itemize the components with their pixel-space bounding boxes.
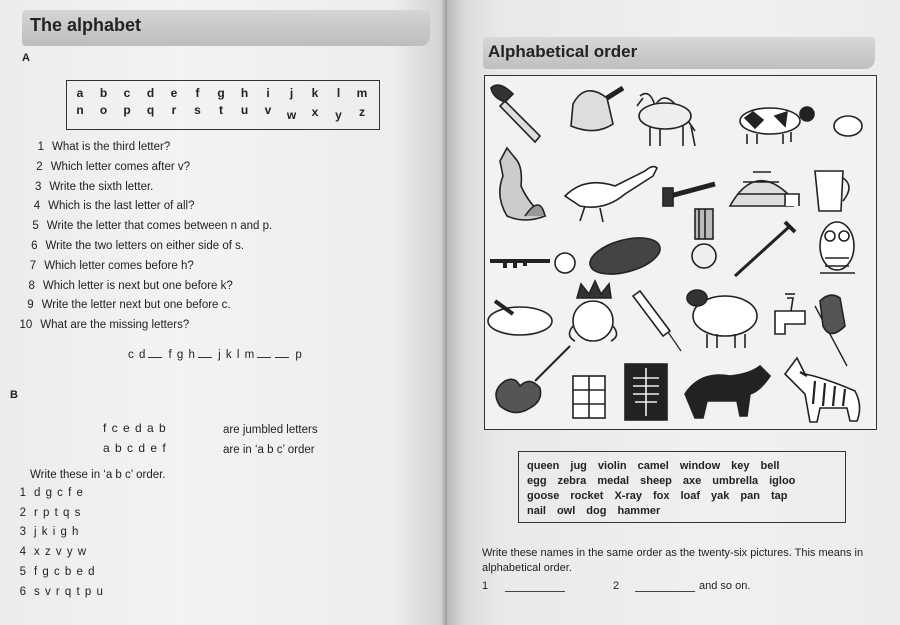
question-item [13,280,233,292]
alphabet-letter: i [266,86,270,100]
alphabet-letter: a [76,86,84,100]
pictures-illustration [485,76,878,431]
word-item: camel [637,460,669,472]
jug-icon [815,171,849,211]
word-item: yak [711,490,730,502]
word-item: rocket [570,490,604,502]
ordered-example: a b c d e f [103,441,167,455]
question-number: 2 [36,160,43,173]
question-item [17,220,272,232]
alphabet-letter: v [264,103,272,117]
jumbled-caption: are jumbled letters [223,424,318,436]
alphabet-letter: n [76,103,84,117]
hammer-icon [663,184,715,206]
alphabet-letter: f [195,86,200,100]
question-text: Write the letter next but one before c. [41,299,231,312]
alphabet-letter: d [146,86,155,100]
word-item: window [679,460,721,472]
loaf-icon [586,231,664,281]
question-item [12,299,231,311]
answer-blank[interactable] [198,347,212,358]
tap-icon [775,294,805,334]
word-row [527,460,790,472]
alphabet-row-1 [67,86,379,104]
violin-icon [496,346,570,413]
section-a-label: A [22,52,30,64]
picture-grid [484,75,877,430]
exercise-letters: j k i g h [34,526,80,539]
exercise-letters: d g c f e [34,487,84,499]
question-number: 1 [37,141,44,153]
exercise-item [4,526,79,538]
word-item: sheep [640,475,672,487]
word-item: jug [570,460,587,472]
question-number: 10 [19,319,33,332]
exercise-number: 2 [19,506,26,519]
exercise-item [4,507,81,519]
question-text: Write the sixth letter. [49,180,154,193]
word-item: umbrella [712,475,759,487]
window-icon [573,376,605,418]
medal-icon [692,209,716,268]
alphabet-letter: l [336,86,341,100]
word-item: tap [770,490,788,502]
exercise-item [4,487,84,499]
alphabet-letter: x [311,105,319,119]
question-number: 8 [28,279,35,292]
alphabet-letter: k [311,86,319,100]
alphabet-letter: c [123,86,131,100]
alphabet-letter: o [99,103,108,117]
answer-blank[interactable] [148,347,162,358]
alphabet-letter: g [217,86,225,100]
question-item [10,319,189,331]
exercise-number: 4 [19,546,26,559]
exercise-letters: f g c b e d [34,565,96,578]
word-item: dog [586,505,607,517]
question-text: Write the two letters on either side of s. [45,240,245,252]
word-item: axe [682,475,702,487]
x-ray-icon [625,364,667,420]
question-text: What is the third letter? [52,141,171,153]
nail-icon [735,222,795,276]
missing-part: c d [128,349,147,361]
alphabet-letter: e [170,86,178,100]
sheep-icon [687,290,757,348]
yak-icon [685,366,770,418]
alphabet-letter: h [240,86,249,100]
question-item [22,141,170,153]
question-item [18,200,194,212]
question-number: 7 [29,259,37,272]
question-item [19,181,153,193]
page-title-alphabetical-order: Alphabetical order [483,37,875,69]
question-text: Which is the last letter of all? [48,200,195,213]
exercise-item [4,566,96,578]
left-page [0,0,447,625]
answer-blank[interactable] [257,347,271,358]
rocket-icon [633,291,681,351]
missing-part: f g h [168,349,196,361]
jumbled-example: f c e d a b [103,421,167,435]
and-so-on-text: and so on. [699,580,751,592]
section-b-label: B [10,389,18,401]
word-item: pan [740,490,760,502]
write-instruction: Write these in ‘a b c’ order. [30,469,166,481]
word-item: igloo [769,475,796,487]
word-item: medal [597,475,630,487]
queen-icon [569,281,616,341]
word-item: owl [556,505,576,517]
word-item: queen [527,460,560,472]
fox-icon [500,148,545,220]
alphabet-letter: q [146,103,155,117]
answer-number-1: 1 [482,580,489,592]
egg-icon [834,116,862,136]
zebra-icon [785,358,860,422]
exercise-letters: r p t q s [34,506,82,519]
question-item [21,161,190,173]
exercise-letters: s v r q t p u [34,585,104,598]
word-item: hammer [617,505,661,517]
question-text: Which letter is next but one before k? [42,279,233,292]
alphabet-row-2 [67,103,379,121]
question-number: 9 [27,299,34,312]
word-row [527,505,671,517]
answer-number-2: 2 [613,580,620,592]
word-item: fox [652,490,670,502]
alphabet-letter: y [335,108,342,122]
question-item [16,240,245,252]
word-item: key [731,460,750,472]
missing-part: p [295,349,303,361]
question-number: 6 [31,240,38,252]
alphabet-letter: z [359,105,365,119]
question-number: 3 [34,180,42,193]
exercise-item [4,586,104,598]
exercise-letters: x z v y w [34,546,88,559]
question-number: 4 [33,200,41,213]
owl-icon [820,222,855,273]
word-item: nail [527,505,546,517]
alphabet-letter: w [286,108,297,122]
exercise-number: 1 [19,487,26,499]
word-item: bell [760,460,780,472]
word-row [527,490,798,502]
answer-line-2[interactable] [635,591,695,592]
word-item: goose [527,490,560,502]
question-item [14,260,194,272]
exercise-number: 5 [19,565,26,578]
pan-icon [488,301,552,335]
question-text: Which letter comes after v? [50,160,191,173]
page-title-alphabet: The alphabet [22,10,430,46]
alphabet-letter: j [289,86,294,100]
answer-blank[interactable] [275,347,289,358]
alphabet-letter: m [356,86,368,100]
umbrella-icon [815,295,847,366]
goose-icon [565,167,657,222]
answer-line-1[interactable] [505,591,565,592]
question-text: What are the missing letters? [40,319,190,332]
missing-letters-line [128,347,303,361]
exercise-number: 3 [19,526,26,539]
question-text: Which letter comes before h? [44,259,194,272]
alphabet-box [66,80,380,130]
missing-part: j k l m [218,349,256,361]
bell-icon [571,88,623,131]
word-item: violin [597,460,627,472]
ordered-caption: are in ‘a b c’ order [223,444,315,456]
alphabet-letter: p [123,103,131,117]
camel-icon [637,94,695,146]
key-icon [490,253,575,273]
exercise-number: 6 [19,585,26,598]
word-list-box [518,451,846,523]
igloo-icon [730,172,799,206]
word-item: egg [527,475,547,487]
alphabet-letter: r [171,103,177,117]
question-text: Write the letter that comes between n and p. [46,220,273,233]
axe-icon [491,85,540,142]
word-item: X-ray [614,490,642,502]
word-row [527,475,806,487]
dog-icon [740,107,814,144]
alphabet-letter: s [194,103,201,117]
question-number: 5 [32,220,39,233]
exercise-item [4,546,87,558]
right-page [447,0,900,625]
word-item: zebra [557,475,587,487]
instruction-text: Write these names in the same order as the twenty-six pictures. This means in alphabetical order. [482,547,864,574]
alphabet-letter: u [240,103,249,117]
alphabet-letter: t [219,103,223,117]
word-item: loaf [680,490,701,502]
alphabet-letter: b [99,86,108,100]
